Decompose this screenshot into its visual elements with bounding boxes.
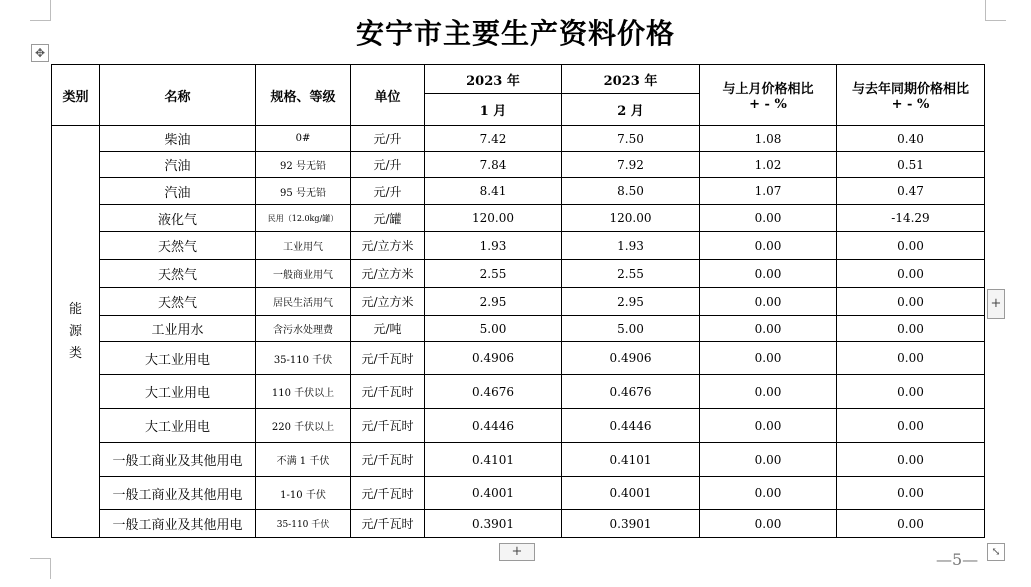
cell-jan: 0.4101: [425, 443, 562, 477]
cell-jan: 1.93: [425, 232, 562, 260]
cell-jan: 7.42: [425, 126, 562, 152]
cell-yoy: 0.00: [837, 288, 985, 316]
table-row: [52, 232, 985, 260]
cell-mom: 1.08: [700, 126, 837, 152]
cell-unit: 元/升: [351, 152, 425, 178]
table-row: [52, 342, 985, 375]
cell-name: 天然气: [100, 232, 256, 260]
cell-name: 工业用水: [100, 316, 256, 342]
page-number: —5—: [936, 550, 979, 569]
cell-mom: 1.07: [700, 178, 837, 205]
cell-jan: 120.00: [425, 205, 562, 232]
cell-spec: 一般商业用气: [256, 260, 351, 288]
cell-feb: 0.4906: [562, 342, 700, 375]
cell-mom: 0.00: [700, 375, 837, 409]
cell-jan: 2.55: [425, 260, 562, 288]
header-mom: [700, 65, 837, 126]
cell-jan: 0.4906: [425, 342, 562, 375]
cell-feb: 2.55: [562, 260, 700, 288]
cell-feb: 7.92: [562, 152, 700, 178]
add-row-button[interactable]: +: [499, 543, 535, 561]
cell-yoy: 0.00: [837, 443, 985, 477]
cell-spec: 110 千伏以上: [256, 375, 351, 409]
cell-yoy: 0.00: [837, 316, 985, 342]
price-table: [51, 64, 985, 538]
cell-unit: 元/吨: [351, 316, 425, 342]
cell-feb: 1.93: [562, 232, 700, 260]
cell-mom: 0.00: [700, 443, 837, 477]
cell-feb: 8.50: [562, 178, 700, 205]
cell-yoy: 0.00: [837, 510, 985, 538]
cell-spec: 工业用气: [256, 232, 351, 260]
page-title: 安宁市主要生产资料价格: [355, 17, 675, 50]
cell-jan: 0.4001: [425, 477, 562, 510]
cell-spec: 民用（12.0kg/罐）: [256, 205, 351, 232]
table-row: [52, 178, 985, 205]
cell-spec: 含污水处理费: [256, 316, 351, 342]
cell-name: 汽油: [100, 178, 256, 205]
cell-mom: 1.02: [700, 152, 837, 178]
cell-feb: 7.50: [562, 126, 700, 152]
cell-feb: 0.4001: [562, 477, 700, 510]
cell-mom: 0.00: [700, 260, 837, 288]
add-column-button[interactable]: +: [987, 289, 1005, 319]
table-row: [52, 126, 985, 152]
cell-unit: 元/千瓦时: [351, 510, 425, 538]
cell-jan: 7.84: [425, 152, 562, 178]
table-row: [52, 510, 985, 538]
header-name: 名称: [100, 65, 256, 126]
category-label: 能源类: [68, 301, 82, 361]
cell-mom: 0.00: [700, 510, 837, 538]
cell-spec: 35-110 千伏: [256, 510, 351, 538]
cell-unit: 元/千瓦时: [351, 342, 425, 375]
cell-yoy: 0.00: [837, 375, 985, 409]
cell-unit: 元/罐: [351, 205, 425, 232]
table-row: [52, 205, 985, 232]
cell-yoy: 0.00: [837, 260, 985, 288]
cell-feb: 2.95: [562, 288, 700, 316]
cell-mom: 0.00: [700, 232, 837, 260]
cell-mom: 0.00: [700, 316, 837, 342]
cell-mom: 0.00: [700, 409, 837, 443]
cell-name: 天然气: [100, 260, 256, 288]
table-row: [52, 260, 985, 288]
header-yoy: [837, 65, 985, 126]
header-yoy-label: 与去年同期价格相比: [851, 82, 969, 97]
cell-unit: 元/千瓦时: [351, 375, 425, 409]
cell-name: 天然气: [100, 288, 256, 316]
cell-unit: 元/立方米: [351, 232, 425, 260]
header-month-b: 2 月: [562, 94, 700, 126]
header-year-b: 2023 年: [562, 65, 700, 94]
cell-spec: 92 号无铅: [256, 152, 351, 178]
cell-jan: 8.41: [425, 178, 562, 205]
cell-mom: 0.00: [700, 342, 837, 375]
cell-name: 一般工商业及其他用电: [100, 477, 256, 510]
cell-feb: 5.00: [562, 316, 700, 342]
cell-unit: 元/千瓦时: [351, 409, 425, 443]
cell-yoy: 0.51: [837, 152, 985, 178]
cell-yoy: -14.29: [837, 205, 985, 232]
cell-spec: 35-110 千伏: [256, 342, 351, 375]
header-month-a: 1 月: [425, 94, 562, 126]
table-row: [52, 409, 985, 443]
cell-yoy: 0.00: [837, 477, 985, 510]
header-yoy-unit: + - %: [891, 97, 930, 112]
table-row: [52, 477, 985, 510]
cell-spec: 1-10 千伏: [256, 477, 351, 510]
cell-spec: 居民生活用气: [256, 288, 351, 316]
cell-unit: 元/立方米: [351, 260, 425, 288]
cell-feb: 0.4676: [562, 375, 700, 409]
cell-unit: 元/立方米: [351, 288, 425, 316]
table-row: [52, 288, 985, 316]
page-corner-mark: [30, 558, 51, 579]
cell-name: 液化气: [100, 205, 256, 232]
cell-yoy: 0.00: [837, 409, 985, 443]
cell-unit: 元/升: [351, 178, 425, 205]
cell-spec: 95 号无铅: [256, 178, 351, 205]
cell-name: 大工业用电: [100, 409, 256, 443]
header-year-a: 2023 年: [425, 65, 562, 94]
cell-yoy: 0.47: [837, 178, 985, 205]
header-unit: 单位: [351, 65, 425, 126]
table-row: [52, 443, 985, 477]
category-cell: [52, 126, 100, 538]
cell-unit: 元/千瓦时: [351, 477, 425, 510]
header-mom-unit: + - %: [749, 97, 787, 112]
cell-spec: 0#: [256, 126, 351, 152]
header-spec: 规格、等级: [256, 65, 351, 126]
cell-name: 汽油: [100, 152, 256, 178]
cell-name: 一般工商业及其他用电: [100, 443, 256, 477]
table-resize-handle-icon[interactable]: ⤡: [987, 543, 1005, 561]
cell-mom: 0.00: [700, 477, 837, 510]
cell-mom: 0.00: [700, 288, 837, 316]
cell-name: 一般工商业及其他用电: [100, 510, 256, 538]
cell-spec: 220 千伏以上: [256, 409, 351, 443]
cell-name: 大工业用电: [100, 375, 256, 409]
cell-name: 大工业用电: [100, 342, 256, 375]
header-category: 类别: [52, 65, 100, 126]
header-mom-label: 与上月价格相比: [722, 82, 814, 97]
table-row: [52, 152, 985, 178]
cell-yoy: 0.00: [837, 342, 985, 375]
cell-jan: 5.00: [425, 316, 562, 342]
cell-name: 柴油: [100, 126, 256, 152]
cell-jan: 2.95: [425, 288, 562, 316]
cell-yoy: 0.40: [837, 126, 985, 152]
cell-spec: 不满 1 千伏: [256, 443, 351, 477]
cell-feb: 0.4446: [562, 409, 700, 443]
cell-jan: 0.3901: [425, 510, 562, 538]
cell-jan: 0.4446: [425, 409, 562, 443]
table-move-handle-icon[interactable]: ✥: [31, 44, 49, 62]
cell-yoy: 0.00: [837, 232, 985, 260]
cell-mom: 0.00: [700, 205, 837, 232]
cell-feb: 0.4101: [562, 443, 700, 477]
cell-unit: 元/升: [351, 126, 425, 152]
cell-feb: 0.3901: [562, 510, 700, 538]
cell-feb: 120.00: [562, 205, 700, 232]
cell-unit: 元/千瓦时: [351, 443, 425, 477]
cell-jan: 0.4676: [425, 375, 562, 409]
table-row: [52, 316, 985, 342]
table-row: [52, 375, 985, 409]
